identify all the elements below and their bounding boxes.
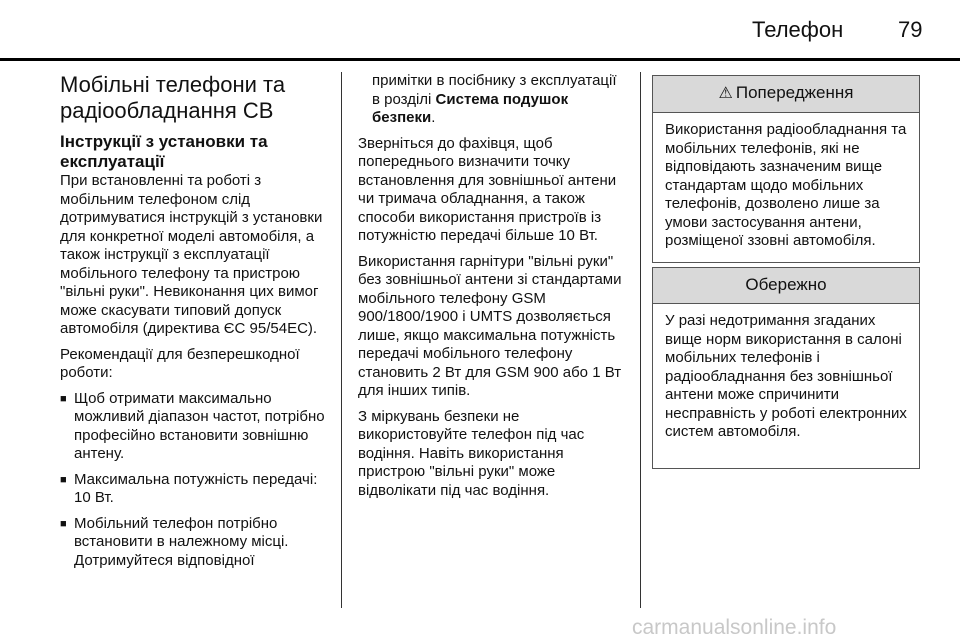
warning-box — [652, 75, 920, 263]
section-subtitle: Інструкції з установки та експлуатації — [60, 132, 268, 171]
column-divider-1 — [341, 72, 342, 608]
section-title: Мобільні телефони та радіообладнання СВ — [60, 72, 286, 123]
paragraph: При встановленні та роботі з мобільним телефоном слід дотримуватися інструкцій з установки для конкретної моделі автомобіля, а також інструкції з експлуатації мобільного телефону та пристрою "вільні руки". Невиконання цих вимог може скасувати типовий допуск автомобіля (директива ЄС 95/54EC). — [60, 172, 323, 337]
list-item: ■ Максимальна потужність передачі: 10 Вт. — [60, 471, 332, 508]
paragraph: Рекомендації для безперешкодної роботи: — [60, 345, 300, 381]
warning-title: Попередження — [735, 83, 854, 102]
caution-text: У разі недотримання згаданих вище норм використання в салоні мобільних телефонів і радіообладнання без зовнішньої антени може спричинити несправність у роботі електронних систем автомобіля. — [665, 312, 907, 440]
column-divider-2 — [640, 72, 641, 608]
caution-box — [652, 267, 920, 469]
continuation-paragraph — [358, 72, 626, 128]
warning-triangle-icon: ⚠ — [718, 85, 733, 102]
paragraph: З міркувань безпеки не використовуйте телефон під час водіння. Навіть використання пристрою "вільні руки" може відволікати під час водіння. — [358, 407, 585, 499]
continuation-text: примітки в посібнику з експлуатації в розділі — [372, 72, 617, 108]
page-header — [0, 0, 960, 62]
bullet-list — [60, 390, 332, 571]
list-item: ■ Щоб отримати максимально можливий діапазон частот, потрібно професійно встановити зовнішню антену. — [60, 390, 332, 464]
paragraph: Зверніться до фахівця, щоб попереднього визначити точку встановлення для зовнішньої антени чи тримача обладнання, а також способи використання пристроїв із потужністю передачі більше 10 Вт. — [358, 134, 617, 244]
continuation-end: . — [431, 109, 436, 126]
left-column — [60, 72, 332, 577]
header-rule — [0, 58, 960, 61]
header-title: Телефон — [752, 17, 844, 42]
watermark: carmanualsonline.info — [632, 616, 837, 639]
paragraph: Використання гарнітури "вільні руки" без зовнішньої антени зі стандартами мобільного телефону GSM 900/1800/1900 і UMTS дозволяється лише, якщо максимальна потужність передачі мобільного телефону становить 2 Вт для GSM 900 або 1 Вт для інших типів. — [358, 252, 622, 399]
middle-column — [358, 72, 626, 507]
caution-header: Обережно — [653, 268, 919, 304]
warning-text: Використання радіообладнання та мобільних телефонів, які не відповідають зазначеним вище стандартам щодо мобільних телефонів, дозволено лише за умови застосування антени, розміщеної ззовні автомобіля. — [665, 121, 907, 249]
list-item: ■ Мобільний телефон потрібно встановити в належному місці. Дотримуйтеся відповідної — [60, 515, 332, 571]
reference-link: Система подушок безпеки — [372, 90, 569, 126]
warning-header — [653, 76, 919, 113]
page-number: 79 — [898, 17, 923, 42]
